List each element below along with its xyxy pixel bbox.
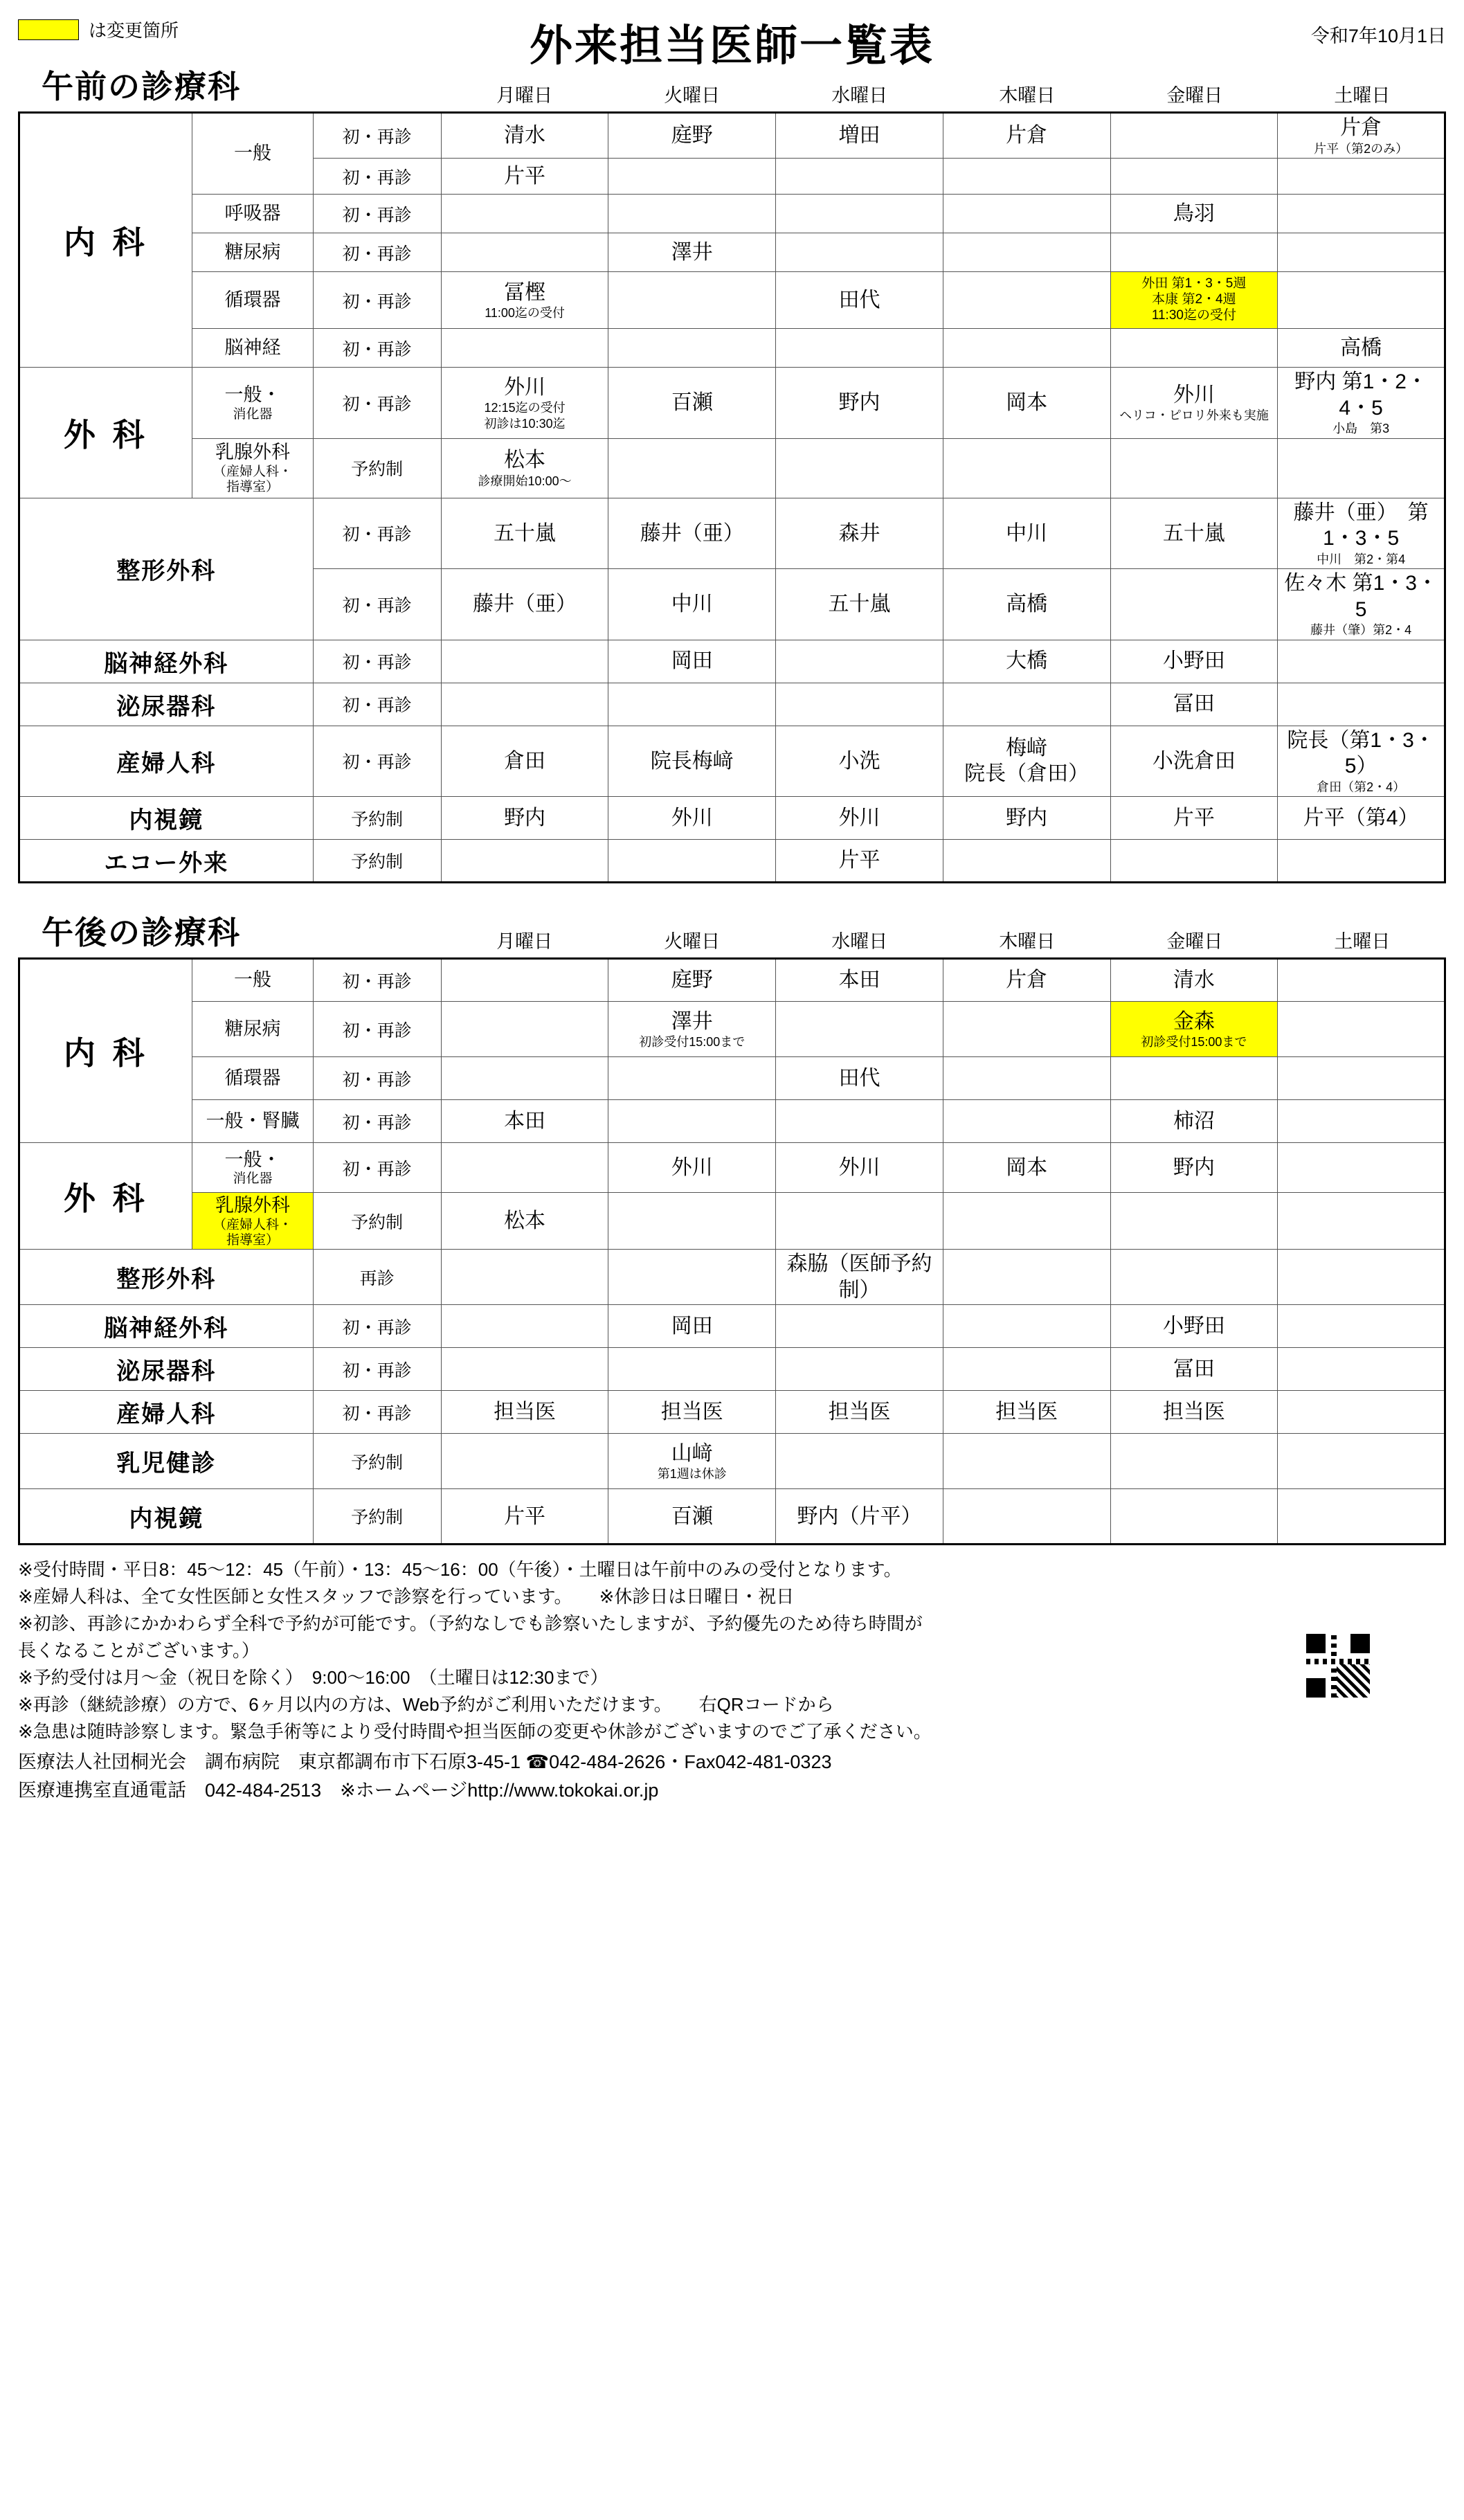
schedule-cell: [1110, 1193, 1278, 1250]
schedule-cell: [943, 1489, 1110, 1545]
schedule-cell: [1278, 233, 1445, 272]
schedule-cell: 高橋: [943, 569, 1110, 640]
schedule-cell: [1110, 329, 1278, 368]
schedule-cell: [441, 959, 608, 1002]
page-header: [18, 10, 1446, 70]
schedule-cell: 庭野: [608, 113, 776, 159]
schedule-cell: [943, 1305, 1110, 1348]
schedule-cell: 担当医: [441, 1391, 608, 1434]
schedule-cell: 岡田: [608, 640, 776, 683]
afternoon-day-wed: 水曜日: [831, 931, 888, 952]
schedule-cell: [441, 640, 608, 683]
schedule-cell: 大橋: [943, 640, 1110, 683]
schedule-cell: [776, 683, 943, 726]
schedule-cell: 森井: [776, 498, 943, 569]
schedule-cell: [776, 640, 943, 683]
schedule-cell: [1278, 1391, 1445, 1434]
subdepartment-cell: 糖尿病: [192, 1002, 313, 1057]
schedule-cell: [1110, 438, 1278, 498]
schedule-cell: [441, 1002, 608, 1057]
schedule-cell: 外川: [608, 1143, 776, 1193]
schedule-cell: [441, 1057, 608, 1100]
schedule-cell: [943, 1250, 1110, 1305]
schedule-cell: 小洗: [776, 726, 943, 797]
schedule-cell: [1278, 1250, 1445, 1305]
schedule-cell: 片平: [1110, 797, 1278, 840]
visit-type-cell: 初・再診: [313, 233, 441, 272]
schedule-cell: [943, 195, 1110, 233]
table-row: [19, 1193, 1445, 1250]
visit-type-cell: 初・再診: [313, 959, 441, 1002]
page-title: 外来担当医師一覧表: [529, 22, 934, 70]
schedule-cell: [441, 195, 608, 233]
schedule-cell: 片平: [441, 1489, 608, 1545]
afternoon-schedule-table: [18, 957, 1446, 1545]
schedule-cell: [943, 1057, 1110, 1100]
schedule-cell: 倉田: [441, 726, 608, 797]
schedule-cell: 五十嵐: [1110, 498, 1278, 569]
schedule-cell: 野内: [441, 797, 608, 840]
table-row: [19, 368, 1445, 439]
schedule-cell: 外川 ヘリコ・ピロリ外来も実施: [1110, 368, 1278, 439]
note-line: ※予約受付は月〜金（祝日を除く） 9:00〜16:00 （土曜日は12:30まで）: [18, 1667, 608, 1689]
schedule-cell: 小野田: [1110, 640, 1278, 683]
department-cell: 整形外科: [19, 498, 314, 640]
afternoon-day-thu: 木曜日: [999, 931, 1056, 952]
table-row: [19, 1143, 1445, 1193]
schedule-cell: [943, 1100, 1110, 1143]
schedule-cell: [1278, 1305, 1445, 1348]
schedule-cell: [776, 1434, 943, 1489]
schedule-cell: [608, 329, 776, 368]
schedule-cell: 担当医: [1110, 1391, 1278, 1434]
schedule-cell: [1278, 159, 1445, 195]
schedule-cell: [608, 1193, 776, 1250]
schedule-cell: 片平（第4）: [1278, 797, 1445, 840]
department-cell: エコー外来: [19, 840, 314, 883]
schedule-cell: [776, 233, 943, 272]
schedule-cell: 藤井（亜） 第1・3・5 中川 第2・第4: [1278, 498, 1445, 569]
visit-type-cell: 初・再診: [313, 195, 441, 233]
schedule-cell: 本田: [441, 1100, 608, 1143]
visit-type-cell: 初・再診: [313, 1057, 441, 1100]
visit-type-cell: 初・再診: [313, 726, 441, 797]
schedule-cell: [608, 1250, 776, 1305]
schedule-cell: [1278, 195, 1445, 233]
visit-type-cell: 予約制: [313, 1193, 441, 1250]
schedule-cell: [1110, 1489, 1278, 1545]
visit-type-cell: 初・再診: [313, 569, 441, 640]
subdepartment-cell: 循環器: [192, 272, 313, 329]
schedule-cell: [441, 840, 608, 883]
schedule-cell: [1110, 840, 1278, 883]
note-line: ※産婦人科は、全て女性医師と女性スタッフで診察を行っています。 ※休診日は日曜日・祝日: [18, 1586, 795, 1608]
schedule-cell: [1278, 1100, 1445, 1143]
subdepartment-cell: 乳腺外科 （産婦人科・ 指導室）: [192, 1193, 313, 1250]
department-cell: 内視鏡: [19, 1489, 314, 1545]
afternoon-day-fri: 金曜日: [1166, 931, 1223, 952]
visit-type-cell: 初・再診: [313, 498, 441, 569]
afternoon-day-sat: 土曜日: [1334, 931, 1391, 952]
schedule-cell: 外川: [608, 797, 776, 840]
schedule-cell: [1278, 840, 1445, 883]
schedule-cell: 野内 第1・2・4・5 小島 第3: [1278, 368, 1445, 439]
visit-type-cell: 初・再診: [313, 113, 441, 159]
note-line: ※急患は随時診察します。緊急手術等により受付時間や担当医師の変更や休診がございますのでご了承ください。: [18, 1721, 932, 1743]
schedule-cell: [1278, 1193, 1445, 1250]
visit-type-cell: 再診: [313, 1250, 441, 1305]
schedule-cell: 院長梅﨑: [608, 726, 776, 797]
legend: [18, 10, 350, 42]
schedule-cell: [776, 1348, 943, 1391]
subdepartment-cell: 一般: [192, 959, 313, 1002]
afternoon-day-tue: 火曜日: [664, 931, 721, 952]
schedule-cell: 梅﨑院長（倉田）: [943, 726, 1110, 797]
department-cell: 乳児健診: [19, 1434, 314, 1489]
schedule-cell: 藤井（亜）: [608, 498, 776, 569]
department-cell: 泌尿器科: [19, 683, 314, 726]
table-row: [19, 683, 1445, 726]
schedule-cell: 田代: [776, 272, 943, 329]
schedule-cell: [608, 840, 776, 883]
schedule-cell: 片平: [441, 159, 608, 195]
schedule-cell: 担当医: [776, 1391, 943, 1434]
table-row: [19, 1489, 1445, 1545]
subdepartment-cell: 糖尿病: [192, 233, 313, 272]
schedule-cell: 野内: [943, 797, 1110, 840]
schedule-cell: 佐々木 第1・3・5 藤井（肇）第2・4: [1278, 569, 1445, 640]
subdepartment-cell: 一般・ 消化器: [192, 368, 313, 439]
schedule-cell: [608, 1057, 776, 1100]
visit-type-cell: 予約制: [313, 438, 441, 498]
visit-type-cell: 初・再診: [313, 1348, 441, 1391]
schedule-cell: [441, 1143, 608, 1193]
department-cell: 産婦人科: [19, 1391, 314, 1434]
schedule-cell: 外川: [776, 1143, 943, 1193]
schedule-cell: 冨田: [1110, 683, 1278, 726]
schedule-cell: 担当医: [608, 1391, 776, 1434]
schedule-cell: [441, 1305, 608, 1348]
table-row: [19, 1305, 1445, 1348]
department-cell: 泌尿器科: [19, 1348, 314, 1391]
schedule-cell: [1278, 640, 1445, 683]
schedule-cell: [441, 329, 608, 368]
table-row: [19, 840, 1445, 883]
schedule-cell: 中川: [943, 498, 1110, 569]
footer-line: 医療連携室直通電話 042-484-2513 ※ホームページhttp://www.tokokai.or.jp: [18, 1779, 659, 1801]
schedule-cell: [441, 1348, 608, 1391]
schedule-cell: [1110, 233, 1278, 272]
morning-day-tue: 火曜日: [664, 85, 721, 106]
table-row: [19, 113, 1445, 159]
schedule-cell: 田代: [776, 1057, 943, 1100]
schedule-cell: 外川: [776, 797, 943, 840]
morning-day-mon: 月曜日: [496, 85, 553, 106]
note-line: 長くなることがございます。）: [18, 1640, 260, 1662]
schedule-cell: [1110, 159, 1278, 195]
visit-type-cell: 初・再診: [313, 159, 441, 195]
schedule-cell: [441, 233, 608, 272]
department-cell: 内 科: [19, 113, 192, 368]
schedule-cell: 百瀬: [608, 1489, 776, 1545]
subdepartment-cell: 一般・ 消化器: [192, 1143, 313, 1193]
department-cell: 内 科: [19, 959, 192, 1143]
table-row: [19, 233, 1445, 272]
schedule-cell: [608, 438, 776, 498]
note-line: ※再診（継続診療）の方で、6ヶ月以内の方は、Web予約がご利用いただけます。 右QRコードから: [18, 1694, 834, 1716]
schedule-cell: [943, 159, 1110, 195]
schedule-cell: [441, 1434, 608, 1489]
table-row: [19, 1002, 1445, 1057]
schedule-cell: 片倉: [943, 959, 1110, 1002]
visit-type-cell: 予約制: [313, 1434, 441, 1489]
note-line: ※初診、再診にかかわらず全科で予約が可能です。（予約なしでも診察いたしますが、予約優先のため待ち時間が: [18, 1613, 923, 1635]
visit-type-cell: 初・再診: [313, 1305, 441, 1348]
schedule-cell: 清水: [1110, 959, 1278, 1002]
schedule-cell: 百瀬: [608, 368, 776, 439]
visit-type-cell: 初・再診: [313, 1002, 441, 1057]
schedule-cell: [1110, 1250, 1278, 1305]
schedule-cell: [943, 840, 1110, 883]
visit-type-cell: 初・再診: [313, 1391, 441, 1434]
schedule-cell: 澤井 初診受付15:00まで: [608, 1002, 776, 1057]
schedule-cell: 松本: [441, 1193, 608, 1250]
schedule-cell: 藤井（亜）: [441, 569, 608, 640]
schedule-cell: [1278, 1348, 1445, 1391]
schedule-cell: 松本 診療開始10:00〜: [441, 438, 608, 498]
morning-section-title: 午前の診療科: [42, 69, 241, 105]
visit-type-cell: 初・再診: [313, 272, 441, 329]
schedule-cell: 山﨑 第1週は休診: [608, 1434, 776, 1489]
schedule-cell: 澤井: [608, 233, 776, 272]
subdepartment-cell: 一般: [192, 113, 313, 195]
schedule-cell: [608, 683, 776, 726]
qr-code-icon: [1306, 1634, 1370, 1698]
visit-type-cell: 初・再診: [313, 329, 441, 368]
department-cell: 整形外科: [19, 1250, 314, 1305]
schedule-cell: [943, 1002, 1110, 1057]
subdepartment-cell: 脳神経: [192, 329, 313, 368]
visit-type-cell: 初・再診: [313, 1100, 441, 1143]
schedule-cell: [943, 272, 1110, 329]
visit-type-cell: 予約制: [313, 840, 441, 883]
subdepartment-cell: 呼吸器: [192, 195, 313, 233]
table-row: [19, 1348, 1445, 1391]
schedule-cell: 岡本: [943, 1143, 1110, 1193]
schedule-cell: 増田: [776, 113, 943, 159]
schedule-cell: 片倉 片平（第2のみ）: [1278, 113, 1445, 159]
schedule-cell: 岡田: [608, 1305, 776, 1348]
schedule-cell: 高橋: [1278, 329, 1445, 368]
schedule-cell: 岡本: [943, 368, 1110, 439]
schedule-cell: [1278, 272, 1445, 329]
schedule-cell: [441, 1250, 608, 1305]
footer-block: [18, 1748, 1446, 1804]
schedule-cell: 柿沼: [1110, 1100, 1278, 1143]
morning-day-thu: 木曜日: [999, 85, 1056, 106]
schedule-cell: 中川: [608, 569, 776, 640]
schedule-cell: 五十嵐: [776, 569, 943, 640]
schedule-cell: [943, 438, 1110, 498]
department-cell: 外 科: [19, 1143, 192, 1250]
morning-day-sat: 土曜日: [1334, 85, 1391, 106]
schedule-cell: [943, 1348, 1110, 1391]
schedule-cell: 庭野: [608, 959, 776, 1002]
schedule-cell: [1278, 1434, 1445, 1489]
table-row: [19, 1434, 1445, 1489]
schedule-cell: 外川 12:15迄の受付 初診は10:30迄: [441, 368, 608, 439]
schedule-cell: 森脇（医師予約制）: [776, 1250, 943, 1305]
effective-date: 令和7年10月1日: [1310, 26, 1446, 46]
table-row: [19, 640, 1445, 683]
schedule-cell: [776, 159, 943, 195]
note-line: ※受付時間・平日8：45〜12：45（午前）・13：45〜16：00（午後）・土曜日は午前中のみの受付となります。: [18, 1559, 902, 1581]
subdepartment-cell: 循環器: [192, 1057, 313, 1100]
schedule-cell: [1278, 438, 1445, 498]
schedule-cell: [1110, 1057, 1278, 1100]
schedule-cell: [1278, 959, 1445, 1002]
footer-line: 医療法人社団桐光会 調布病院 東京都調布市下石原3-45-1 ☎042-484-2626・Fax042-481-0323: [18, 1752, 832, 1773]
table-row: [19, 438, 1445, 498]
table-row: [19, 1391, 1445, 1434]
department-cell: 脳神経外科: [19, 640, 314, 683]
schedule-cell: 五十嵐: [441, 498, 608, 569]
schedule-cell: 冨田: [1110, 1348, 1278, 1391]
schedule-cell: [1110, 113, 1278, 159]
schedule-cell: [1110, 1434, 1278, 1489]
afternoon-day-mon: 月曜日: [496, 931, 553, 952]
schedule-cell: 小野田: [1110, 1305, 1278, 1348]
table-row: [19, 959, 1445, 1002]
schedule-cell: [943, 683, 1110, 726]
schedule-cell: [776, 1305, 943, 1348]
subdepartment-cell: 一般・腎臓: [192, 1100, 313, 1143]
schedule-cell: [943, 1193, 1110, 1250]
schedule-cell: [1278, 683, 1445, 726]
table-row: [19, 1100, 1445, 1143]
department-cell: 内視鏡: [19, 797, 314, 840]
schedule-cell: 担当医: [943, 1391, 1110, 1434]
schedule-cell: [943, 329, 1110, 368]
schedule-cell: 金森 初診受付15:00まで: [1110, 1002, 1278, 1057]
legend-swatch: [18, 19, 79, 40]
morning-day-fri: 金曜日: [1166, 85, 1223, 106]
schedule-cell: [776, 329, 943, 368]
table-row: [19, 498, 1445, 569]
visit-type-cell: 初・再診: [313, 368, 441, 439]
visit-type-cell: 初・再診: [313, 1143, 441, 1193]
visit-type-cell: 初・再診: [313, 683, 441, 726]
schedule-cell: 鳥羽: [1110, 195, 1278, 233]
department-cell: 脳神経外科: [19, 1305, 314, 1348]
department-cell: 産婦人科: [19, 726, 314, 797]
schedule-cell: [608, 159, 776, 195]
schedule-cell: [776, 1193, 943, 1250]
afternoon-section-title: 午後の診療科: [42, 915, 241, 951]
schedule-cell: [776, 438, 943, 498]
department-cell: 外 科: [19, 368, 192, 498]
table-row: [19, 797, 1445, 840]
schedule-cell: 野内（片平）: [776, 1489, 943, 1545]
schedule-cell: [776, 1002, 943, 1057]
visit-type-cell: 予約制: [313, 1489, 441, 1545]
schedule-cell: [943, 1434, 1110, 1489]
schedule-cell: [608, 272, 776, 329]
table-row: [19, 1250, 1445, 1305]
schedule-cell: 野内: [1110, 1143, 1278, 1193]
schedule-cell: [776, 1100, 943, 1143]
table-row: [19, 726, 1445, 797]
schedule-cell: 本田: [776, 959, 943, 1002]
table-row: [19, 195, 1445, 233]
schedule-cell: 冨樫 11:00迄の受付: [441, 272, 608, 329]
subdepartment-cell: 乳腺外科 （産婦人科・ 指導室）: [192, 438, 313, 498]
afternoon-header-row: [18, 907, 1446, 957]
schedule-cell: 片平: [776, 840, 943, 883]
schedule-cell: [776, 195, 943, 233]
schedule-cell: [608, 1100, 776, 1143]
schedule-cell: [1110, 569, 1278, 640]
schedule-cell: [943, 233, 1110, 272]
morning-schedule-table: [18, 111, 1446, 883]
schedule-cell: 片倉: [943, 113, 1110, 159]
morning-day-wed: 水曜日: [831, 85, 888, 106]
schedule-cell: [1278, 1143, 1445, 1193]
schedule-cell: [1278, 1002, 1445, 1057]
schedule-cell: 野内: [776, 368, 943, 439]
schedule-cell: 外田 第1・3・5週 本康 第2・4週 11:30迄の受付: [1110, 272, 1278, 329]
legend-label: は変更箇所: [89, 20, 179, 41]
schedule-cell: 清水: [441, 113, 608, 159]
schedule-cell: [608, 1348, 776, 1391]
schedule-cell: [1278, 1057, 1445, 1100]
table-row: [19, 272, 1445, 329]
table-row: [19, 329, 1445, 368]
notes-block: [18, 1556, 1446, 1745]
schedule-cell: 院長（第1・3・5） 倉田（第2・4）: [1278, 726, 1445, 797]
visit-type-cell: 予約制: [313, 797, 441, 840]
schedule-cell: 小洗倉田: [1110, 726, 1278, 797]
schedule-cell: [1278, 1489, 1445, 1545]
visit-type-cell: 初・再診: [313, 640, 441, 683]
schedule-cell: [608, 195, 776, 233]
table-row: [19, 1057, 1445, 1100]
schedule-cell: [441, 683, 608, 726]
